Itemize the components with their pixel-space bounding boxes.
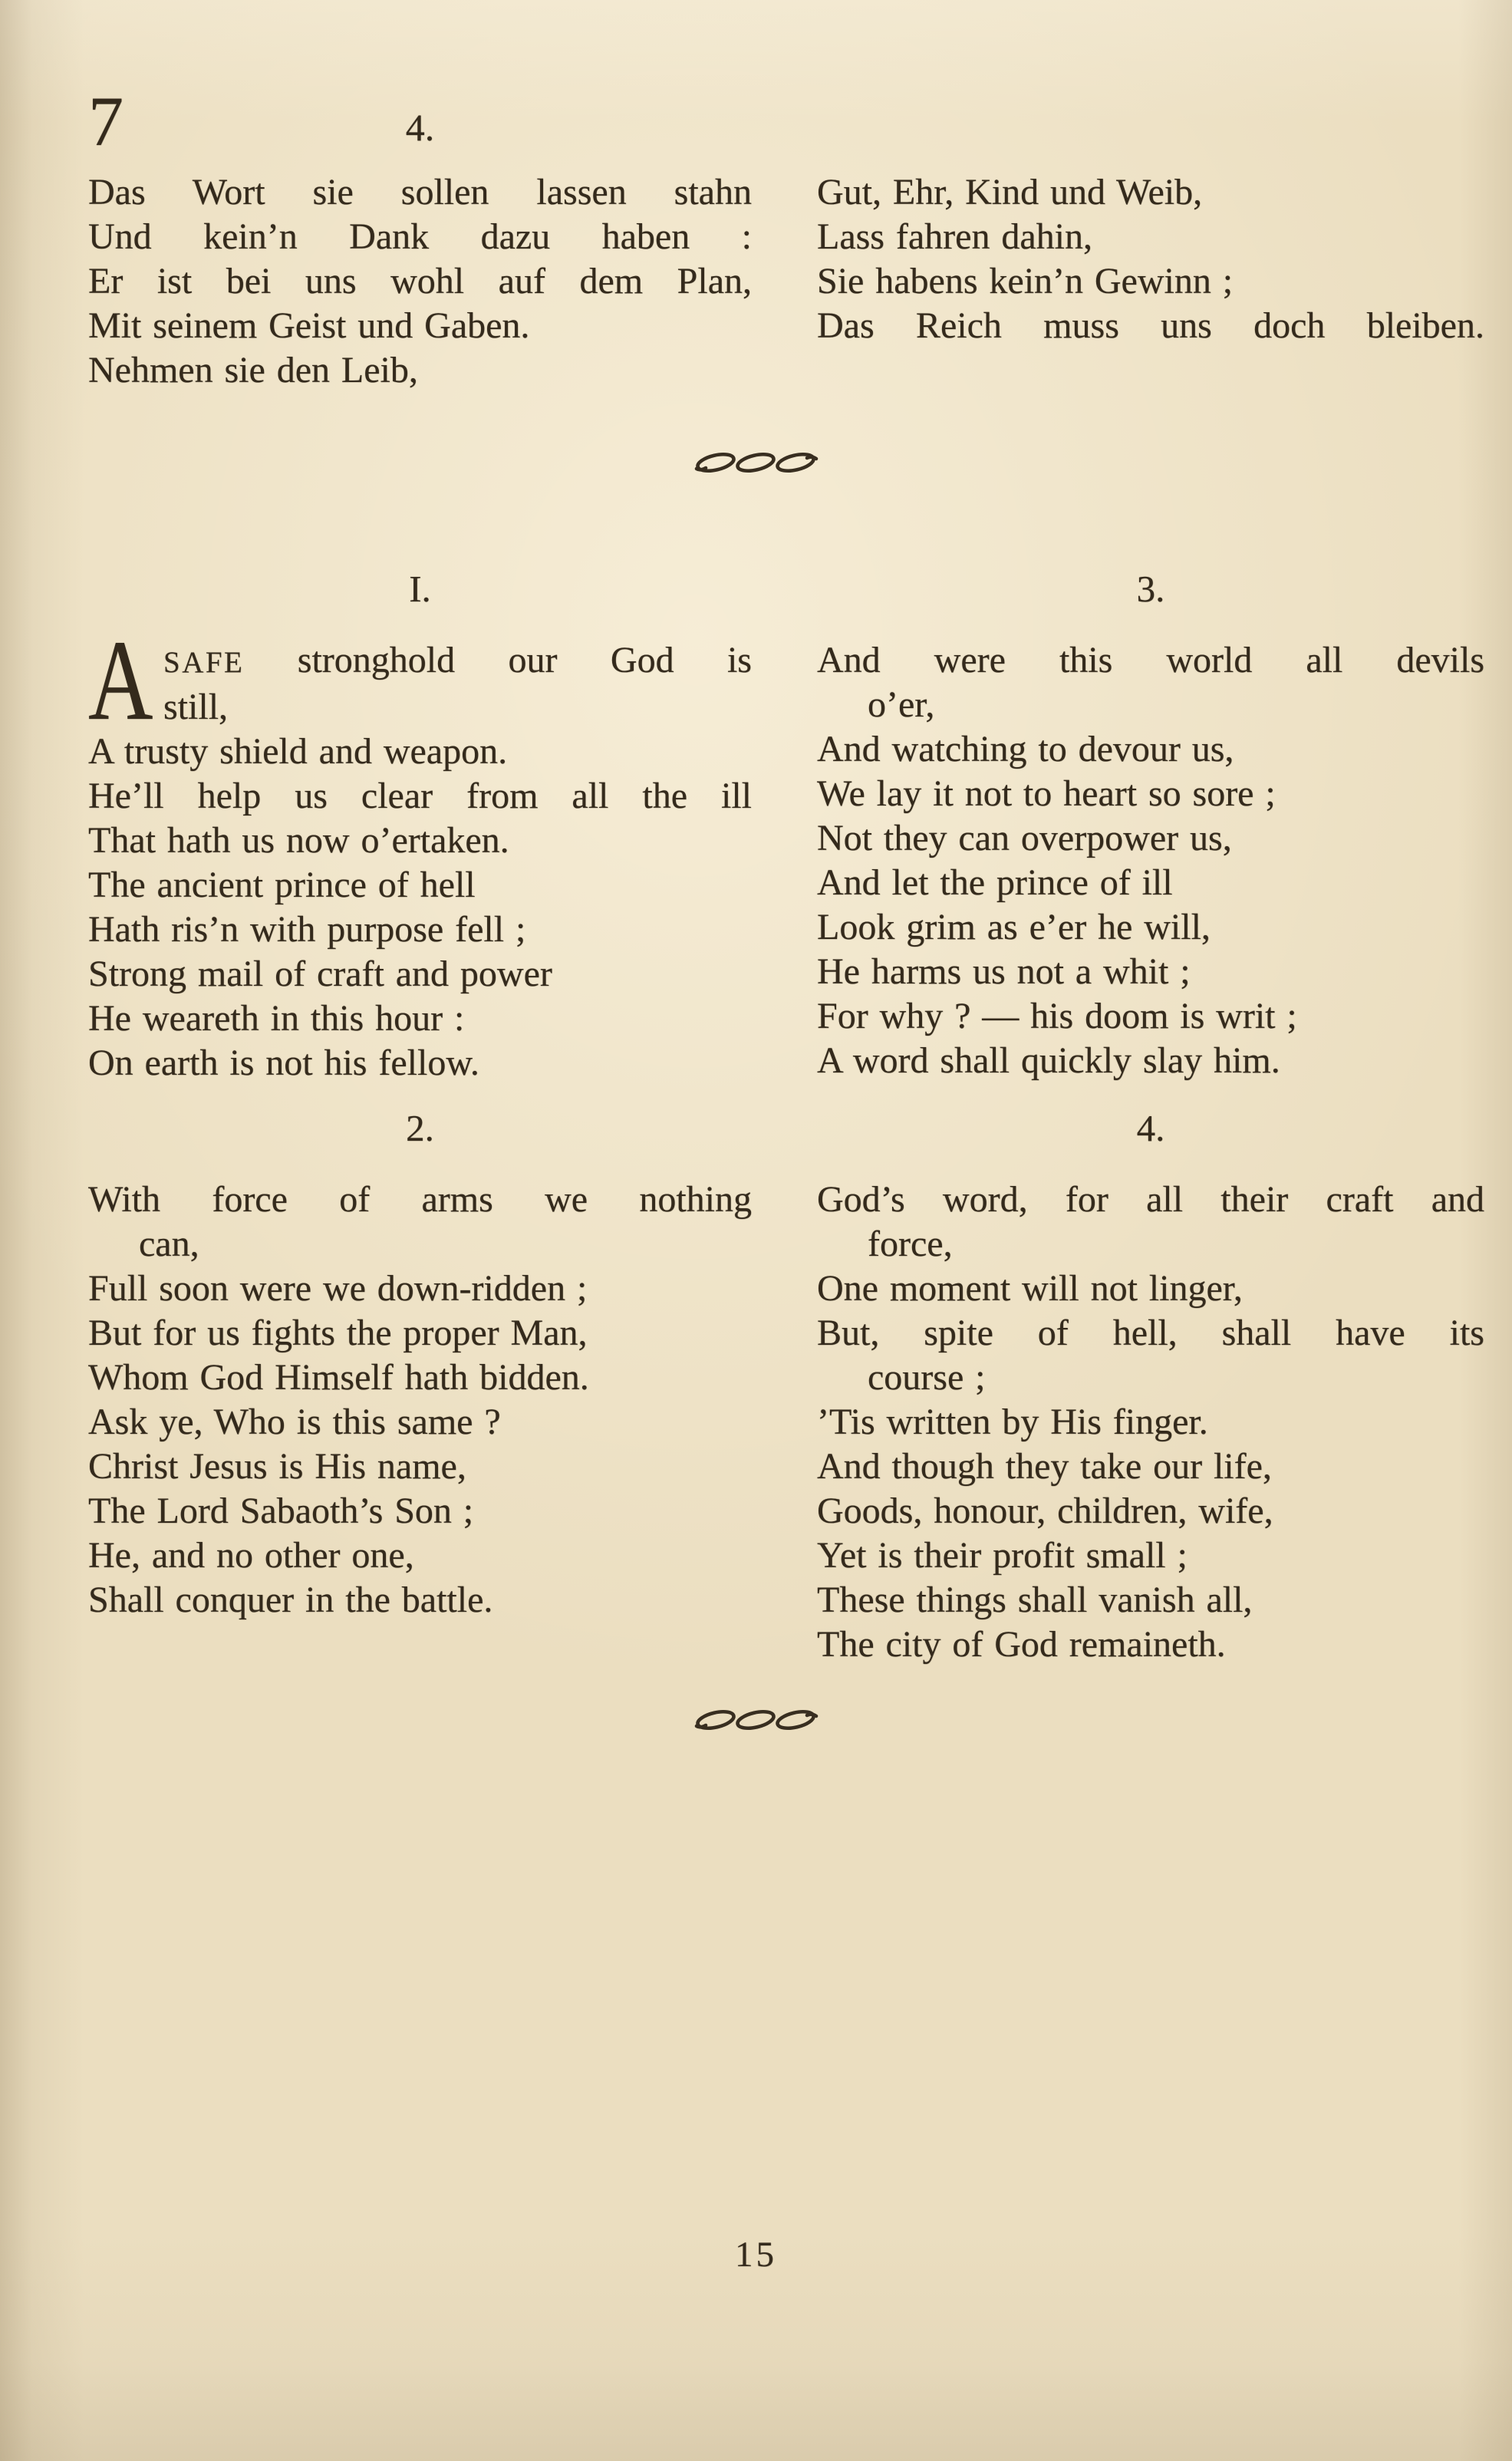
verse-line: course ; <box>868 1357 986 1398</box>
verse-line: He harms us not a whit ; <box>817 951 1191 992</box>
verse-line: God’s word, for all their craft and <box>817 1179 1484 1220</box>
verse-line: Yet is their profit small ; <box>817 1535 1188 1576</box>
stanza-body <box>817 1178 1484 1667</box>
verse-line: Full soon were we down-ridden ; <box>88 1268 588 1309</box>
verse-line: Goods, honour, children, wife, <box>817 1491 1273 1531</box>
verse-line: still, <box>163 687 229 727</box>
verse-line: He, and no other one, <box>88 1535 414 1576</box>
german-left-column <box>88 170 752 393</box>
stanza-row-1 <box>88 569 1484 1086</box>
drop-cap: A <box>88 617 153 744</box>
verse-line: One moment will not linger, <box>817 1268 1243 1309</box>
verse-line: These things shall vanish all, <box>817 1580 1253 1620</box>
stanza-2 <box>88 1109 752 1623</box>
verse-line: A trusty shield and weapon. <box>88 731 508 772</box>
page-header <box>88 82 1481 160</box>
verse-line: But, spite of hell, shall have its <box>817 1313 1484 1353</box>
verse-line: And though they take our life, <box>817 1446 1272 1487</box>
verse-line: And were this world all devils <box>817 640 1484 680</box>
verse-line: The city of God remaineth. <box>817 1624 1226 1665</box>
stanza-row-2 <box>88 1109 1484 1667</box>
verse-line: Shall conquer in the battle. <box>88 1580 493 1620</box>
verse-line: That hath us now o’ertaken. <box>88 820 509 861</box>
verse-line: Christ Jesus is His name, <box>88 1446 466 1487</box>
verse-line: Mit seinem Geist und Gaben. <box>88 305 530 346</box>
verse-line: Whom God Himself hath bidden. <box>88 1357 589 1398</box>
verse-line: Not they can overpower us, <box>817 818 1232 858</box>
rope-twist-ornament-bottom <box>0 1707 1512 1733</box>
verse-line: Gut, Ehr, Kind und Weib, <box>817 172 1203 212</box>
verse-line: We lay it not to heart so sore ; <box>817 773 1276 814</box>
stanza-number: I. <box>409 568 431 610</box>
verse-line: ’Tis written by His finger. <box>817 1402 1208 1442</box>
stanza-4 <box>817 1109 1484 1667</box>
verse-line: Strong mail of craft and power <box>88 954 552 994</box>
verse-line: Sie habens kein’n Gewinn ; <box>817 261 1234 301</box>
line-text: stronghold our God is <box>244 640 752 680</box>
stanza-body <box>88 1178 752 1623</box>
verse-line: He weareth in this hour : <box>88 998 465 1039</box>
german-verse-number: 4. <box>405 106 435 149</box>
verse-line: The Lord Sabaoth’s Son ; <box>88 1491 474 1531</box>
verse-line: Das Wort sie sollen lassen stahn <box>88 172 752 212</box>
verse-line: Er ist bei uns wohl auf dem Plan, <box>88 261 752 301</box>
german-right-column <box>817 170 1484 348</box>
stanza-number: 2. <box>406 1107 434 1149</box>
verse-line: And watching to devour us, <box>817 729 1234 769</box>
stanza-body <box>88 617 752 1086</box>
small-caps-word: SAFE <box>163 646 245 679</box>
verse-line: o’er, <box>868 684 935 725</box>
verse-line: A word shall quickly slay him. <box>817 1040 1280 1081</box>
stanza-number: 4. <box>1136 1107 1165 1149</box>
stanza-3 <box>817 569 1484 1083</box>
hymn-number: 7 <box>88 82 124 160</box>
rope-twist-ornament <box>0 450 1512 476</box>
verse-line: With force of arms we nothing <box>88 1179 752 1220</box>
verse-line: For why ? — his doom is writ ; <box>817 996 1297 1036</box>
verse-line: Look grim as e’er he will, <box>817 907 1211 947</box>
rope-twist-icon <box>693 1707 819 1733</box>
verse-line: Hath ris’n with purpose fell ; <box>88 909 526 950</box>
stanza-body <box>817 638 1484 1083</box>
verse-line: The ancient prince of hell <box>88 865 476 905</box>
verse-line: But for us fights the proper Man, <box>88 1313 588 1353</box>
rope-twist-icon <box>693 450 819 476</box>
verse-line: On earth is not his fellow. <box>88 1043 479 1083</box>
verse-line: Das Reich muss uns doch bleiben. <box>817 305 1484 346</box>
stanza-number: 3. <box>1136 568 1165 610</box>
verse-line: force, <box>868 1224 953 1264</box>
page-number: 15 <box>735 2235 777 2275</box>
verse-line: Ask ye, Who is this same ? <box>88 1402 501 1442</box>
verse-line: He’ll help us clear from all the ill <box>88 776 752 816</box>
verse-line: Nehmen sie den Leib, <box>88 350 418 390</box>
verse-line: And let the prince of ill <box>817 862 1173 903</box>
verse-line: Und kein’n Dank dazu haben : <box>88 216 752 257</box>
stanza-I <box>88 569 752 1086</box>
verse-line: Lass fahren dahin, <box>817 216 1092 257</box>
german-verse-continuation <box>88 170 1484 393</box>
verse-line: can, <box>139 1224 199 1264</box>
